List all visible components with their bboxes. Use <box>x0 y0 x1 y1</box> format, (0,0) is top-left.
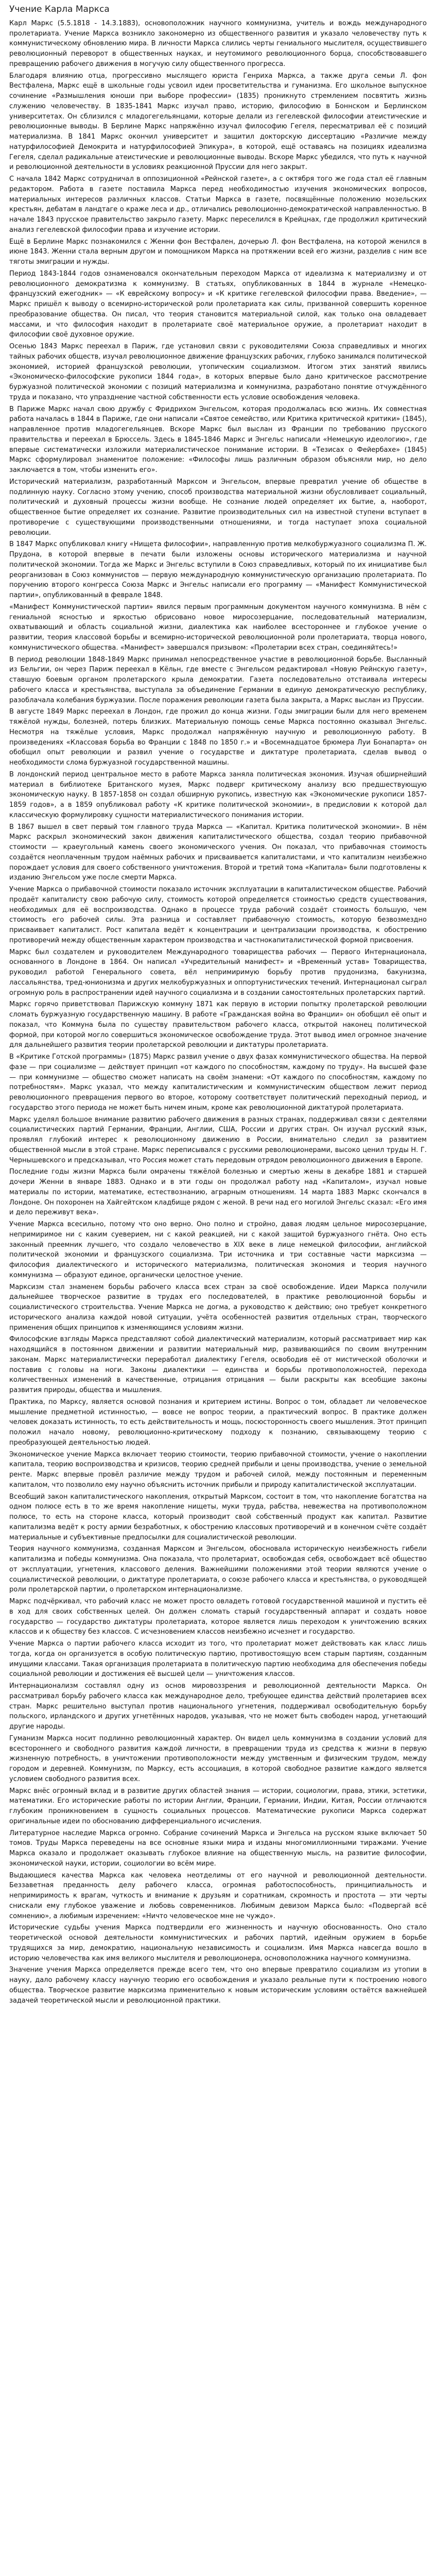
paragraph: Маркс внёс огромный вклад и в развитие других областей знания — истории, социологии, права, этики, эстетики, математики. Его исторические работы по истории Англии, Франции, Германии, Индии, Китая, России отличаются глубоким проникновением в сущность социальных процессов. Математические рукописи Маркса содержат оригинальные идеи по обоснованию дифференциального исчисления. <box>9 1787 427 1825</box>
paragraph: С начала 1842 Маркс сотрудничал в оппозиционной «Рейнской газете», а с октября того же года стал её главным редактором. Работа в газете поставила Маркса перед необходимостью изучения экономических вопросов, материальных интересов различных классов. Статьи Маркса в газете, посвящённые положению мозельских крестьян, дебатам в ландтаге о краже леса и др., отличались революционно-демократической направленностью. В начале 1843 прусское правительство закрыло газету. Маркс переселился в Крейцнах, где продолжил критический анализ гегелевской философии права и изучение истории. <box>9 175 427 234</box>
paragraph: Последние годы жизни Маркса были омрачены тяжёлой болезнью и смертью жены в декабре 1881 и старшей дочери Женни в январе 1883. Однако и в эти годы он продолжал работу над «Капиталом», изучал новые материалы по истории, математике, естествознанию, аграрным отношениям. 14 марта 1883 Маркс скончался в Лондоне. Он похоронен на Хайгейтском кладбище рядом с женой. В речи над его могилой Энгельс сказал: «Его имя и дело переживут века». <box>9 1168 427 1217</box>
paragraph: Теория научного коммунизма, созданная Марксом и Энгельсом, обосновала историческую неизбежность гибели капитализма и победы коммунизма. Она показала, что пролетариат, освобождая себя, освобождает всё общество от эксплуатации, угнетения, классового деления. Важнейшими положениями этой теории являются учение о социалистической революции, о диктатуре пролетариата, о союзе рабочего класса и крестьянства, о руководящей роли пролетарской партии, о пролетарском интернационализме. <box>9 1545 427 1594</box>
paragraph: Карл Маркс (5.5.1818 - 14.3.1883), основоположник научного коммунизма, учитель и вождь международного пролетариата. Учение Маркса возникло закономерно из общественного развития и указало человечеству путь к коммунистическому обновлению мира. В личности Маркса слились черты гениального мыслителя, осуществившего революционный переворот в общественных науках, и неутомимого революционного борца, способствовавшего превращению рабочего движения в могучую силу общественного прогресса. <box>9 19 427 68</box>
paragraph: Учение Маркса о партии рабочего класса исходит из того, что пролетариат может действовать как класс лишь тогда, когда он организуется в особую политическую партию, противостоящую всем старым партиям, созданным имущими классами. Такая организация пролетариата в политическую партию необходима для обеспечения победы социальной революции и достижения её высшей цели — уничтожения классов. <box>9 1640 427 1679</box>
paragraph: В «Критике Готской программы» (1875) Маркс развил учение о двух фазах коммунистического общества. На первой фазе — при социализме — действует принцип «от каждого по способностям, каждому по труду». На высшей фазе — при коммунизме — общество сможет написать на своём знамени: «От каждого по способностям, каждому по потребностям». Маркс указал, что между капиталистическим и коммунистическим обществом лежит период революционного превращения первого во второе, которому соответствует политический переходный период, и государство этого периода не может быть ничем иным, кроме как революционной диктатурой пролетариата. <box>9 1053 427 1112</box>
paragraph: Гуманизм Маркса носит подлинно революционный характер. Он видел цель коммунизма в создании условий для всестороннего и свободного развития каждой личности, в превращении труда из средства к жизни в первую жизненную потребность, в уничтожении противоположности между умственным и физическим трудом, между городом и деревней. Коммунизм, по Марксу, есть ассоциация, в которой свободное развитие каждого является условием свободного развития всех. <box>9 1734 427 1783</box>
paragraph: «Манифест Коммунистической партии» явился первым программным документом научного коммунизма. В нём с гениальной ясностью и яркостью обрисовано новое миросозерцание, последовательный материализм, охватывающий и область социальной жизни, диалектика как наиболее всестороннее и глубокое учение о развитии, теория классовой борьбы и всемирно-исторической революционной роли пролетариата, творца нового, коммунистического общества. «Манифест» завершался призывом: «Пролетарии всех стран, соединяйтесь!» <box>9 603 427 652</box>
article-body <box>9 19 427 2006</box>
paragraph: Благодаря влиянию отца, прогрессивно мыслящего юриста Генриха Маркса, а также друга семьи Л. фон Вестфалена, Маркс ещё в школьные годы усвоил идеи просветительства и гуманизма. Его школьное выпускное сочинение «Размышления юноши при выборе профессии» (1835) проникнуто стремлением посвятить жизнь служению человечеству. В 1835-1841 Маркс изучал право, историю, философию в Боннском и Берлинском университетах. Он сблизился с младогегельянцами, которые делали из гегелевской философии атеистические и революционные выводы. В Берлине Маркс напряжённо изучал философию Гегеля, пересматривал её с позиций материализма. В 1841 Маркс окончил университет и защитил докторскую диссертацию «Различие между натурфилософией Демокрита и натурфилософией Эпикура», в которой, ещё оставаясь на позициях идеализма Гегеля, сделал радикальные атеистические и революционные выводы. Вскоре Маркс убедился, что путь к научной и революционной деятельности в условиях реакционной Пруссии для него закрыт. <box>9 72 427 172</box>
paragraph: В лондонский период центральное место в работе Маркса заняла политическая экономия. Изучая обширнейший материал в библиотеке Британского музея, Маркс подверг критическому анализу всю предшествующую экономическую науку. В 1857-1858 он создал обширную рукопись, известную как «Экономические рукописи 1857-1859 годов», а в 1859 опубликовал работу «К критике политической экономии», в предисловии к которой дал классическую формулировку сущности материалистического понимания истории. <box>9 770 427 819</box>
paragraph: Маркс горячо приветствовал Парижскую коммуну 1871 как первую в истории попытку пролетарской революции сломать буржуазную государственную машину. В работе «Гражданская война во Франции» он обобщил её опыт и показал, что Коммуна была по существу правительством рабочего класса, открытой наконец политической формой, при которой могло совершиться экономическое освобождение труда. Этот вывод имел огромное значение для дальнейшего развития теории пролетарской революции и диктатуры пролетариата. <box>9 1001 427 1049</box>
paragraph: Период 1843-1844 годов ознаменовался окончательным переходом Маркса от идеализма к материализму и от революционного демократизма к коммунизму. В статьях, опубликованных в 1844 в журнале «Немецко-французский ежегодник» — «К еврейскому вопросу» и «К критике гегелевской философии права. Введение», — Маркс пришёл к выводу о всемирно-исторической роли пролетариата как силы, призванной совершить коренное преобразование общества. Он писал, что теория становится материальной силой, как только она овладевает массами, и что философия находит в пролетариате своё материальное оружие, а пролетариат находит в философии своё духовное оружие. <box>9 269 427 339</box>
paragraph: Практика, по Марксу, является основой познания и критерием истины. Вопрос о том, обладает ли человеческое мышление предметной истинностью, — вовсе не вопрос теории, а практический вопрос. В практике должен человек доказать истинность, то есть действительность и мощь, посюсторонность своего мышления. Этот принцип положил начало новому, революционно-критическому подходу к познанию, связывающему теорию с преобразующей деятельностью людей. <box>9 1398 427 1447</box>
paragraph: Исторический материализм, разработанный Марксом и Энгельсом, впервые превратил учение об обществе в подлинную науку. Согласно этому учению, способ производства материальной жизни обусловливает социальный, политический и духовный процессы жизни вообще. Не сознание людей определяет их бытие, а, наоборот, общественное бытие определяет их сознание. Развитие производительных сил на известной ступени вступает в противоречие с существующими производственными отношениями, и тогда наступает эпоха социальной революции. <box>9 478 427 537</box>
paragraph: Маркс был создателем и руководителем Международного товарищества рабочих — Первого Интернационала, основанного в Лондоне в 1864. Он написал «Учредительный манифест» и «Временный устав» Товарищества, руководил работой Генерального совета, вёл непримиримую борьбу против прудонизма, бакунизма, лассальянства, тред-юнионизма и других мелкобуржуазных и оппортунистических течений. Интернационал сыграл огромную роль в распространении идей научного социализма и в создании самостоятельных пролетарских партий. <box>9 948 427 997</box>
paragraph: Всеобщий закон капиталистического накопления, открытый Марксом, состоит в том, что накопление богатства на одном полюсе есть в то же время накопление нищеты, муки труда, рабства, невежества на противоположном полюсе, то есть на стороне класса, который производит свой собственный продукт как капитал. Развитие капитализма ведёт к росту армии безработных, к обострению классовых противоречий и в конечном счёте создаёт материальные и субъективные предпосылки для социалистической революции. <box>9 1493 427 1541</box>
paragraph: Литературное наследие Маркса огромно. Собрание сочинений Маркса и Энгельса на русском языке включает 50 томов. Труды Маркса переведены на все основные языки мира и изданы многомиллионными тиражами. Учение Маркса оказало и продолжает оказывать глубокое влияние на общественную мысль, на развитие философии, экономической науки, истории, социологии во всём мире. <box>9 1829 427 1868</box>
paragraph: Значение учения Маркса определяется прежде всего тем, что оно впервые превратило социализм из утопии в науку, дало рабочему классу научную теорию его освобождения и указало реальные пути к построению нового общества. Творческое развитие марксизма применительно к новым историческим условиям остаётся важнейшей задачей теоретической мысли и революционной практики. <box>9 1966 427 2005</box>
paragraph: В период революции 1848-1849 Маркс принимал непосредственное участие в революционной борьбе. Высланный из Бельгии, он через Париж переехал в Кёльн, где вместе с Энгельсом редактировал «Новую Рейнскую газету», ставшую боевым органом пролетарского крыла демократии. Газета последовательно отстаивала интересы рабочего класса и крестьянства, выступала за объединение Германии в единую демократическую республику, разоблачала колебания буржуазии. После поражения революции газета была закрыта, а Маркс выслан из Пруссии. <box>9 655 427 704</box>
paragraph: Интернационализм составлял одну из основ мировоззрения и революционной деятельности Маркса. Он рассматривал борьбу рабочего класса как международное дело, требующее единства действий пролетариев всех стран. Маркс решительно выступал против национального угнетения, поддерживал освободительную борьбу польского, ирландского и других угнетённых народов, указывая, что не может быть свободен народ, угнетающий другие народы. <box>9 1682 427 1731</box>
paragraph: В 1867 вышел в свет первый том главного труда Маркса — «Капитал. Критика политической экономии». В нём Маркс раскрыл экономический закон движения капиталистического общества, создал теорию прибавочной стоимости — краеугольный камень своего экономического учения. Он показал, что прибавочная стоимость создаётся неоплаченным трудом наёмных рабочих и присваивается капиталистами, и что капитализм неизбежно порождает условия для своего собственного уничтожения. Второй и третий тома «Капитала» были подготовлены к изданию Энгельсом уже после смерти Маркса. <box>9 823 427 882</box>
paragraph: Ещё в Берлине Маркс познакомился с Женни фон Вестфален, дочерью Л. фон Вестфалена, на которой женился в июне 1843. Женни стала верным другом и помощником Маркса на протяжении всей его жизни, разделив с ним все тяготы эмиграции и нужды. <box>9 238 427 266</box>
paragraph: В Париже Маркс начал свою дружбу с Фридрихом Энгельсом, которая продолжалась всю жизнь. Их совместная работа началась в 1844 в Париже, где они написали «Святое семейство, или Критика критической критики» (1845), направленное против младогегельянцев. Вскоре Маркс был выслан из Франции по требованию прусского правительства и переехал в Брюссель. Здесь в 1845-1846 Маркс и Энгельс написали «Немецкую идеологию», где впервые систематически изложили материалистическое понимание истории. В «Тезисах о Фейербахе» (1845) Маркс сформулировал знаменитое положение: «Философы лишь различным образом объясняли мир, но дело заключается в том, чтобы изменить его». <box>9 405 427 474</box>
paragraph: Учение Маркса всесильно, потому что оно верно. Оно полно и стройно, давая людям цельное миросозерцание, непримиримое ни с каким суеверием, ни с какой реакцией, ни с какой защитой буржуазного гнёта. Оно есть законный преемник лучшего, что создало человечество в XIX веке в лице немецкой философии, английской политической экономии и французского социализма. Три источника и три составные части марксизма — философия диалектического и исторического материализма, политическая экономия и теория научного коммунизма — образуют единое, органически целостное учение. <box>9 1221 427 1279</box>
paragraph: Экономическое учение Маркса включает теорию стоимости, теорию прибавочной стоимости, учение о накоплении капитала, теорию воспроизводства и кризисов, теорию средней прибыли и цены производства, учение о земельной ренте. Маркс впервые провёл различие между трудом и рабочей силой, между постоянным и переменным капиталом, что позволило ему научно объяснить источник прибыли и природу капиталистической эксплуатации. <box>9 1450 427 1489</box>
paragraph: Выдающиеся качества Маркса как человека неотделимы от его научной и революционной деятельности. Беззаветная преданность делу рабочего класса, огромная работоспособность, принципиальность и непримиримость к врагам, чуткость и внимание к друзьям и соратникам, скромность и простота — эти черты снискали ему глубокое уважение и любовь современников. Любимым девизом Маркса было: «Подвергай всё сомнению», а любимым изречением: «Ничто человеческое мне не чуждо». <box>9 1871 427 1920</box>
paragraph: Исторические судьбы учения Маркса подтвердили его жизненность и научную обоснованность. Оно стало теоретической основой деятельности коммунистических и рабочих партий, идейным оружием в борьбе трудящихся за мир, демократию, национальную независимость и социализм. Имя Маркса навсегда вошло в историю человечества как имя великого мыслителя и революционера, основоположника научного коммунизма. <box>9 1924 427 1962</box>
paragraph: В августе 1849 Маркс переехал в Лондон, где прожил до конца жизни. Годы эмиграции были для него временем тяжёлой нужды, болезней, потерь близких. Материальную помощь семье Маркса постоянно оказывал Энгельс. Несмотря на тяжёлые условия, Маркс продолжал напряжённую научную и революционную работу. В произведениях «Классовая борьба во Франции с 1848 по 1850 г.» и «Восемнадцатое брюмера Луи Бонапарта» он обобщил опыт революции и развил учение о государстве и диктатуре пролетариата, сделав вывод о необходимости слома буржуазной государственной машины. <box>9 708 427 767</box>
paragraph: Осенью 1843 Маркс переехал в Париж, где установил связи с руководителями Союза справедливых и многих тайных рабочих обществ, изучал революционное движение французских рабочих, глубоко занимался политической экономией, историей французской революции, утопическим социализмом. Итогом этих занятий явились «Экономическо-философские рукописи 1844 года», в которых впервые было дано критическое рассмотрение буржуазной политической экономии с позиций материализма и коммунизма, разработано понятие отчуждённого труда и показано, что упразднение частной собственности есть условие освобождения человека. <box>9 343 427 401</box>
paragraph: Маркс уделял большое внимание развитию рабочего движения в разных странах, поддерживал связи с деятелями социалистических партий Германии, Франции, Англии, США, России и других стран. Он изучал русский язык, проявлял глубокий интерес к революционному движению в России, внимательно следил за развитием общественной мысли в этой стране. Маркс переписывался с русскими революционерами, высоко ценил труды Н. Г. Чернышевского и предсказывал, что Россия может стать передовым отрядом революционного движения в Европе. <box>9 1115 427 1164</box>
paragraph: Марксизм стал знаменем борьбы рабочего класса всех стран за своё освобождение. Идеи Маркса получили дальнейшее творческое развитие в трудах его последователей, в практике революционной борьбы и социалистического строительства. Учение Маркса не догма, а руководство к действию; оно требует конкретного исторического анализа каждой новой ситуации, учёта особенностей развития отдельных стран, творческого применения общих принципов к изменяющимся условиям жизни. <box>9 1283 427 1332</box>
page-title: Учение Карла Маркса <box>9 4 110 14</box>
paragraph: В 1847 Маркс опубликовал книгу «Нищета философии», направленную против мелкобуржуазного социализма П. Ж. Прудона, в которой впервые в печати были изложены основы исторического материализма и научной политической экономии. Тогда же Маркс и Энгельс вступили в Союз справедливых, который по их инициативе был реорганизован в Союз коммунистов — первую международную коммунистическую организацию пролетариата. По поручению второго конгресса Союза Маркс и Энгельс написали его программу — «Манифест Коммунистической партии», опубликованный в феврале 1848. <box>9 540 427 600</box>
paragraph: Философские взгляды Маркса представляют собой диалектический материализм, который рассматривает мир как находящийся в постоянном движении и развитии материальный мир, развивающийся по своим внутренним законам. Маркс материалистически переработал диалектику Гегеля, освободив её от мистической оболочки и поставив с головы на ноги. Законы диалектики — единства и борьбы противоположностей, перехода количественных изменений в качественные, отрицания отрицания — были раскрыты как всеобщие законы развития природы, общества и мышления. <box>9 1335 427 1395</box>
paragraph: Учение Маркса о прибавочной стоимости показало источник эксплуатации в капиталистическом обществе. Рабочий продаёт капиталисту свою рабочую силу, стоимость которой определяется стоимостью средств существования, необходимых для её воспроизводства. Однако в процессе труда рабочий создаёт стоимость большую, чем стоимость его рабочей силы. Эта разница и составляет прибавочную стоимость, которую безвозмездно присваивает капиталист. Рост капитала ведёт к концентрации и централизации производства, к обострению противоречий между общественным характером производства и частнокапиталистической формой присвоения. <box>9 886 427 944</box>
paragraph: Маркс подчёркивал, что рабочий класс не может просто овладеть готовой государственной машиной и пустить её в ход для своих собственных целей. Он должен сломать старый государственный аппарат и создать новое государство — государство диктатуры пролетариата, которое является лишь переходом к уничтожению всяких классов и к обществу без классов. С исчезновением классов неизбежно исчезнет и государство. <box>9 1598 427 1636</box>
